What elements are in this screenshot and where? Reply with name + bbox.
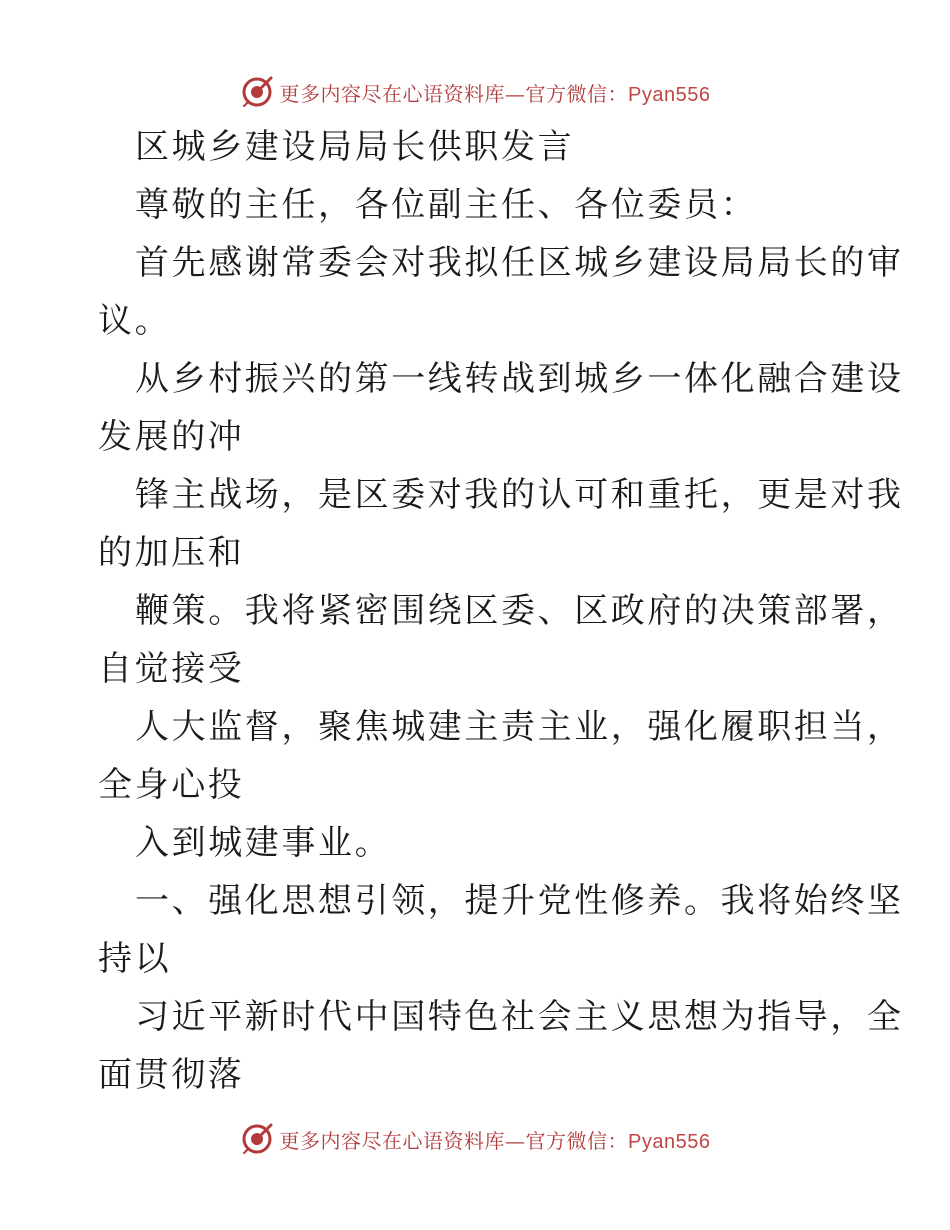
- footer-wechat-id: Pyan556: [628, 1130, 711, 1153]
- document-line: 首先感谢常委会对我拟任区城乡建设局局长的审: [135, 243, 904, 283]
- document-body: [98, 118, 904, 1104]
- header-wechat-id: Pyan556: [628, 83, 711, 106]
- document-line: 一、强化思想引领，提升党性修养。我将始终坚: [135, 881, 904, 921]
- footer-banner: [0, 1119, 950, 1159]
- document-line: 面贯彻落: [98, 1055, 245, 1095]
- header-banner-text: 更多内容尽在心语资料库—官方微信：Pyan556: [279, 81, 711, 106]
- header-banner: [0, 72, 950, 112]
- footer-banner-text: 更多内容尽在心语资料库—官方微信：Pyan556: [279, 1128, 711, 1153]
- document-line: 区城乡建设局局长供职发言: [135, 127, 575, 167]
- document-line: 从乡村振兴的第一线转战到城乡一体化融合建设: [135, 359, 904, 399]
- document-line: 议。: [98, 301, 172, 341]
- document-line: 发展的冲: [98, 417, 245, 457]
- document-line: 持以: [98, 939, 172, 979]
- brush-logo-icon: [240, 75, 274, 109]
- document-line: 尊敬的主任，各位副主任、各位委员：: [135, 185, 758, 225]
- brush-logo-icon: [240, 1122, 274, 1156]
- document-line: 自觉接受: [98, 649, 245, 689]
- document-line: 锋主战场，是区委对我的认可和重托，更是对我: [135, 475, 904, 515]
- document-line: 的加压和: [98, 533, 245, 573]
- document-line: 全身心投: [98, 765, 245, 805]
- document-line: 习近平新时代中国特色社会主义思想为指导，全: [135, 997, 904, 1037]
- document-line: 鞭策。我将紧密围绕区委、区政府的决策部署，: [135, 591, 904, 631]
- document-line: 入到城建事业。: [135, 823, 392, 863]
- document-line: 人大监督，聚焦城建主责主业，强化履职担当，: [135, 707, 904, 747]
